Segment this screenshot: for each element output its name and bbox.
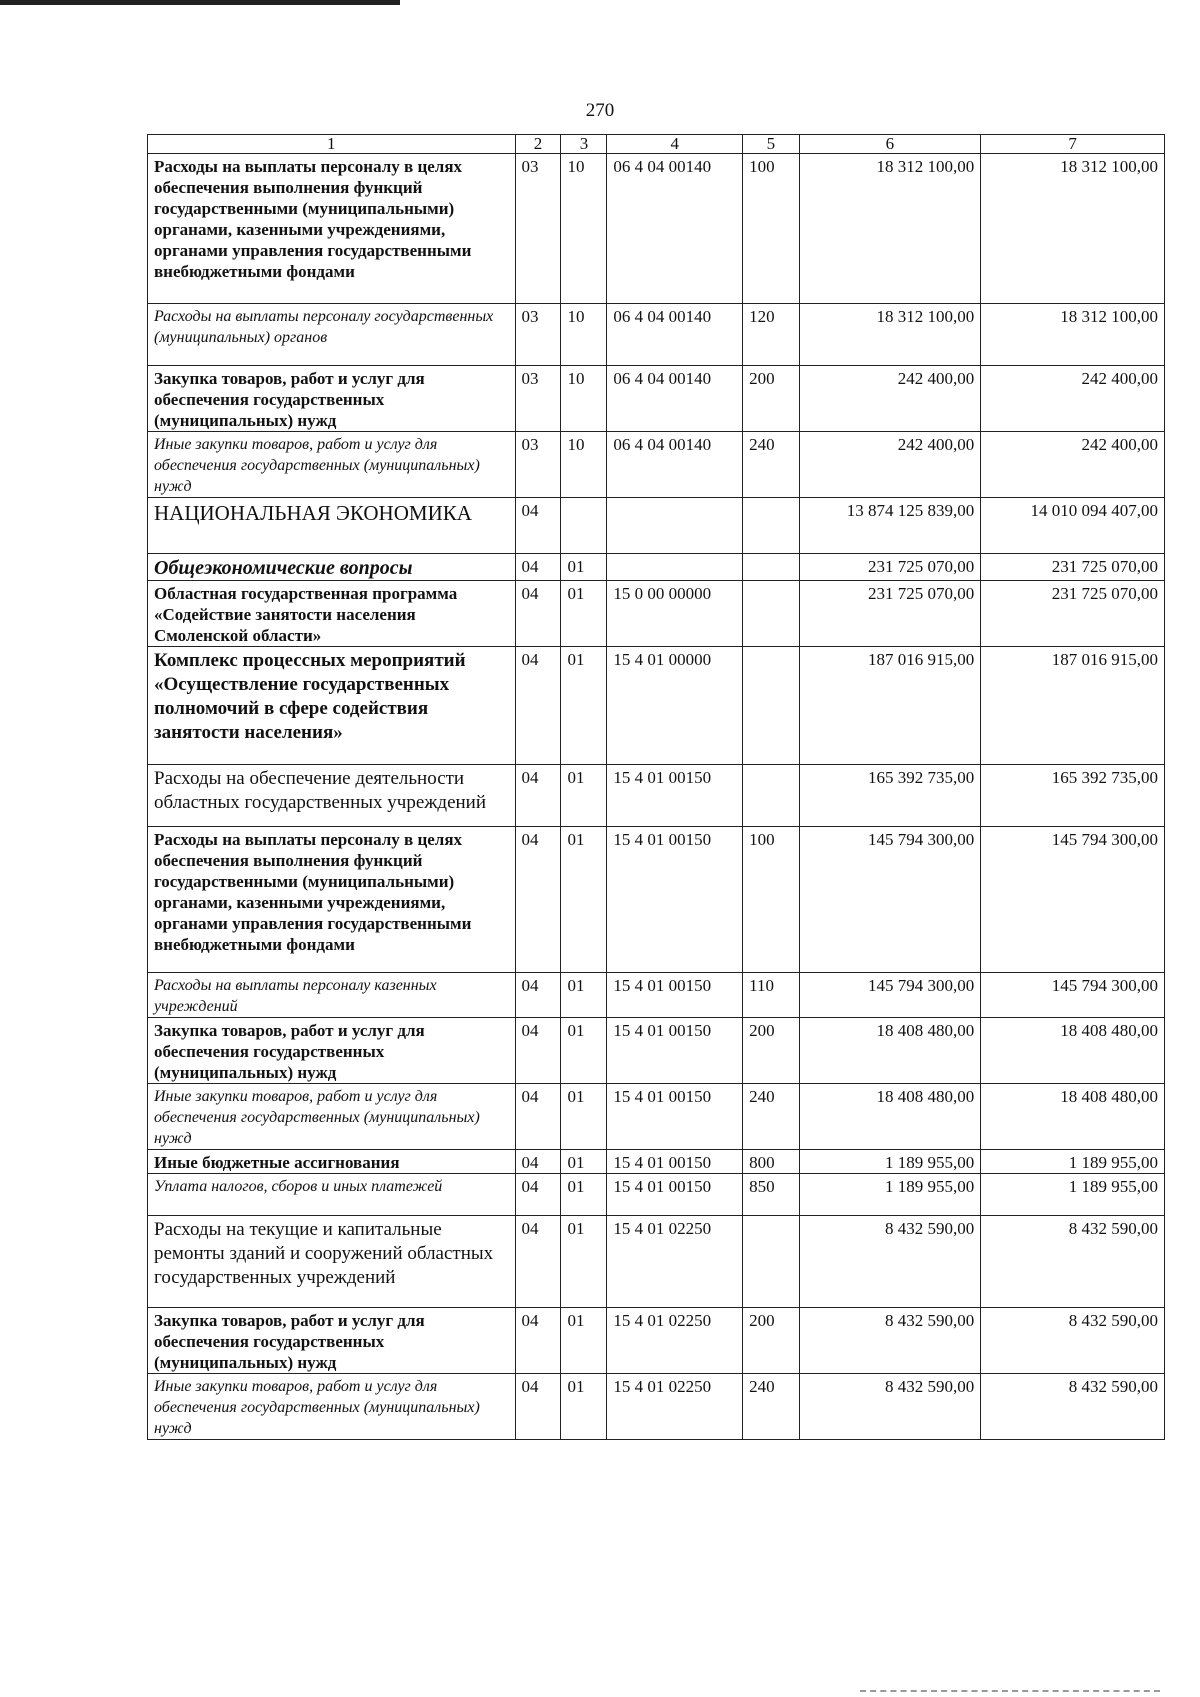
row-expense-type [743, 554, 799, 581]
row-subsection-code: 10 [561, 304, 607, 366]
row-amount-year-1: 18 312 100,00 [799, 154, 981, 304]
row-expense-type: 100 [743, 154, 799, 304]
row-amount-year-2: 18 312 100,00 [981, 304, 1165, 366]
row-expense-type: 200 [743, 1308, 799, 1374]
row-target-article: 06 4 04 00140 [607, 432, 743, 498]
row-amount-year-1: 1 189 955,00 [799, 1150, 981, 1174]
row-amount-year-2: 14 010 094 407,00 [981, 498, 1165, 554]
row-expense-type: 100 [743, 827, 799, 973]
row-target-article: 15 4 01 02250 [607, 1308, 743, 1374]
table-row [148, 554, 1165, 581]
row-name: Иные бюджетные ассигнования [148, 1150, 516, 1174]
header-col-4: 4 [607, 135, 743, 154]
row-amount-year-1: 13 874 125 839,00 [799, 498, 981, 554]
table-row [148, 304, 1165, 366]
row-expense-type [743, 581, 799, 647]
row-name: Иные закупки товаров, работ и услуг для обеспечения государственных (муниципальных) нужд [148, 432, 516, 498]
row-section-code: 03 [515, 366, 561, 432]
row-subsection-code: 01 [561, 1308, 607, 1374]
row-target-article: 15 4 01 00150 [607, 765, 743, 827]
row-target-article: 15 4 01 00150 [607, 973, 743, 1018]
row-subsection-code: 01 [561, 1018, 607, 1084]
row-name: Комплекс процессных мероприятий «Осуществление государственных полномочий в сфере содействия занятости населения» [148, 647, 516, 765]
row-expense-type: 110 [743, 973, 799, 1018]
row-expense-type: 800 [743, 1150, 799, 1174]
row-subsection-code: 01 [561, 581, 607, 647]
row-section-code: 04 [515, 1216, 561, 1308]
row-target-article: 15 4 01 00150 [607, 1084, 743, 1150]
row-expense-type: 240 [743, 432, 799, 498]
row-subsection-code: 01 [561, 827, 607, 973]
row-expense-type: 850 [743, 1174, 799, 1216]
row-target-article: 15 4 01 00150 [607, 1150, 743, 1174]
table-row [148, 1018, 1165, 1084]
header-col-6: 6 [799, 135, 981, 154]
row-target-article: 06 4 04 00140 [607, 154, 743, 304]
row-expense-type [743, 647, 799, 765]
row-section-code: 04 [515, 647, 561, 765]
row-amount-year-1: 18 408 480,00 [799, 1084, 981, 1150]
row-section-code: 03 [515, 154, 561, 304]
header-col-5: 5 [743, 135, 799, 154]
row-subsection-code: 01 [561, 1216, 607, 1308]
row-subsection-code: 10 [561, 154, 607, 304]
table-header-row [148, 135, 1165, 154]
row-name: Областная государственная программа «Содействие занятости населения Смоленской области» [148, 581, 516, 647]
row-amount-year-1: 18 408 480,00 [799, 1018, 981, 1084]
row-target-article: 15 4 01 02250 [607, 1216, 743, 1308]
table-row [148, 432, 1165, 498]
table-row [148, 498, 1165, 554]
row-target-article: 06 4 04 00140 [607, 366, 743, 432]
row-section-code: 04 [515, 973, 561, 1018]
row-subsection-code [561, 498, 607, 554]
row-subsection-code: 01 [561, 765, 607, 827]
table-row [148, 154, 1165, 304]
row-target-article [607, 554, 743, 581]
row-amount-year-2: 231 725 070,00 [981, 581, 1165, 647]
row-target-article: 15 4 01 00150 [607, 1018, 743, 1084]
row-section-code: 04 [515, 581, 561, 647]
row-section-code: 04 [515, 1308, 561, 1374]
header-col-7: 7 [981, 135, 1165, 154]
budget-table [147, 134, 1165, 1440]
row-target-article [607, 498, 743, 554]
row-subsection-code: 01 [561, 973, 607, 1018]
row-amount-year-2: 242 400,00 [981, 432, 1165, 498]
row-section-code: 03 [515, 432, 561, 498]
table-row [148, 827, 1165, 973]
row-target-article: 15 4 01 00150 [607, 827, 743, 973]
row-subsection-code: 01 [561, 1374, 607, 1440]
row-amount-year-2: 242 400,00 [981, 366, 1165, 432]
row-name: Расходы на текущие и капитальные ремонты зданий и сооружений областных государственных учреждений [148, 1216, 516, 1308]
table-row [148, 1174, 1165, 1216]
row-target-article: 15 4 01 02250 [607, 1374, 743, 1440]
row-name: Расходы на выплаты персоналу государственных (муниципальных) органов [148, 304, 516, 366]
row-amount-year-1: 1 189 955,00 [799, 1174, 981, 1216]
row-amount-year-1: 8 432 590,00 [799, 1216, 981, 1308]
table-row [148, 765, 1165, 827]
row-section-code: 04 [515, 1174, 561, 1216]
table-row [148, 1216, 1165, 1308]
row-section-code: 03 [515, 304, 561, 366]
row-amount-year-2: 18 408 480,00 [981, 1084, 1165, 1150]
table-row [148, 647, 1165, 765]
row-subsection-code: 01 [561, 1084, 607, 1150]
row-amount-year-2: 145 794 300,00 [981, 827, 1165, 973]
row-subsection-code: 01 [561, 647, 607, 765]
row-name: НАЦИОНАЛЬНАЯ ЭКОНОМИКА [148, 498, 516, 554]
row-amount-year-1: 187 016 915,00 [799, 647, 981, 765]
header-col-3: 3 [561, 135, 607, 154]
row-expense-type: 240 [743, 1084, 799, 1150]
row-expense-type: 240 [743, 1374, 799, 1440]
row-amount-year-2: 8 432 590,00 [981, 1374, 1165, 1440]
row-amount-year-2: 1 189 955,00 [981, 1150, 1165, 1174]
row-expense-type: 200 [743, 1018, 799, 1084]
row-amount-year-1: 8 432 590,00 [799, 1374, 981, 1440]
table-row [148, 1374, 1165, 1440]
table-row [148, 1308, 1165, 1374]
row-section-code: 04 [515, 1150, 561, 1174]
row-target-article: 15 0 00 00000 [607, 581, 743, 647]
row-section-code: 04 [515, 1018, 561, 1084]
row-amount-year-2: 1 189 955,00 [981, 1174, 1165, 1216]
row-section-code: 04 [515, 498, 561, 554]
row-amount-year-1: 242 400,00 [799, 366, 981, 432]
row-subsection-code: 01 [561, 1150, 607, 1174]
row-amount-year-2: 8 432 590,00 [981, 1216, 1165, 1308]
header-col-1: 1 [148, 135, 516, 154]
row-section-code: 04 [515, 1084, 561, 1150]
row-expense-type [743, 1216, 799, 1308]
row-amount-year-1: 145 794 300,00 [799, 973, 981, 1018]
row-amount-year-2: 145 794 300,00 [981, 973, 1165, 1018]
table-row [148, 973, 1165, 1018]
row-amount-year-2: 8 432 590,00 [981, 1308, 1165, 1374]
table-row [148, 1084, 1165, 1150]
row-section-code: 04 [515, 554, 561, 581]
table-row [148, 366, 1165, 432]
row-name: Закупка товаров, работ и услуг для обеспечения государственных (муниципальных) нужд [148, 1308, 516, 1374]
row-subsection-code: 01 [561, 1174, 607, 1216]
table-row [148, 581, 1165, 647]
scan-edge-mark [0, 0, 400, 5]
row-name: Расходы на обеспечение деятельности областных государственных учреждений [148, 765, 516, 827]
row-expense-type [743, 765, 799, 827]
page-number: 270 [585, 100, 615, 121]
row-section-code: 04 [515, 1374, 561, 1440]
row-target-article: 06 4 04 00140 [607, 304, 743, 366]
row-amount-year-2: 18 312 100,00 [981, 154, 1165, 304]
table-body [148, 154, 1165, 1440]
row-name: Иные закупки товаров, работ и услуг для обеспечения государственных (муниципальных) нужд [148, 1374, 516, 1440]
row-amount-year-1: 18 312 100,00 [799, 304, 981, 366]
row-amount-year-1: 231 725 070,00 [799, 581, 981, 647]
row-name: Расходы на выплаты персоналу в целях обеспечения выполнения функций государственными (муниципальными) органами, казенными учреждениями, органами управления государственными внебюджетными фондами [148, 154, 516, 304]
row-target-article: 15 4 01 00000 [607, 647, 743, 765]
row-name: Закупка товаров, работ и услуг для обеспечения государственных (муниципальных) нужд [148, 1018, 516, 1084]
row-amount-year-1: 145 794 300,00 [799, 827, 981, 973]
row-target-article: 15 4 01 00150 [607, 1174, 743, 1216]
row-name: Закупка товаров, работ и услуг для обеспечения государственных (муниципальных) нужд [148, 366, 516, 432]
row-section-code: 04 [515, 765, 561, 827]
row-name: Уплата налогов, сборов и иных платежей [148, 1174, 516, 1216]
row-name: Иные закупки товаров, работ и услуг для обеспечения государственных (муниципальных) нужд [148, 1084, 516, 1150]
table-row [148, 1150, 1165, 1174]
row-subsection-code: 01 [561, 554, 607, 581]
row-subsection-code: 10 [561, 366, 607, 432]
row-amount-year-2: 18 408 480,00 [981, 1018, 1165, 1084]
row-name: Расходы на выплаты персоналу казенных учреждений [148, 973, 516, 1018]
row-amount-year-2: 231 725 070,00 [981, 554, 1165, 581]
row-subsection-code: 10 [561, 432, 607, 498]
row-expense-type: 200 [743, 366, 799, 432]
row-amount-year-2: 187 016 915,00 [981, 647, 1165, 765]
row-expense-type: 120 [743, 304, 799, 366]
row-amount-year-1: 8 432 590,00 [799, 1308, 981, 1374]
row-name: Расходы на выплаты персоналу в целях обеспечения выполнения функций государственными (муниципальными) органами, казенными учреждениями, органами управления государственными внебюджетными фондами [148, 827, 516, 973]
row-amount-year-1: 165 392 735,00 [799, 765, 981, 827]
row-section-code: 04 [515, 827, 561, 973]
row-amount-year-1: 231 725 070,00 [799, 554, 981, 581]
row-amount-year-2: 165 392 735,00 [981, 765, 1165, 827]
row-expense-type [743, 498, 799, 554]
header-col-2: 2 [515, 135, 561, 154]
row-amount-year-1: 242 400,00 [799, 432, 981, 498]
row-name: Общеэкономические вопросы [148, 554, 516, 581]
bottom-scan-line [860, 1690, 1160, 1692]
